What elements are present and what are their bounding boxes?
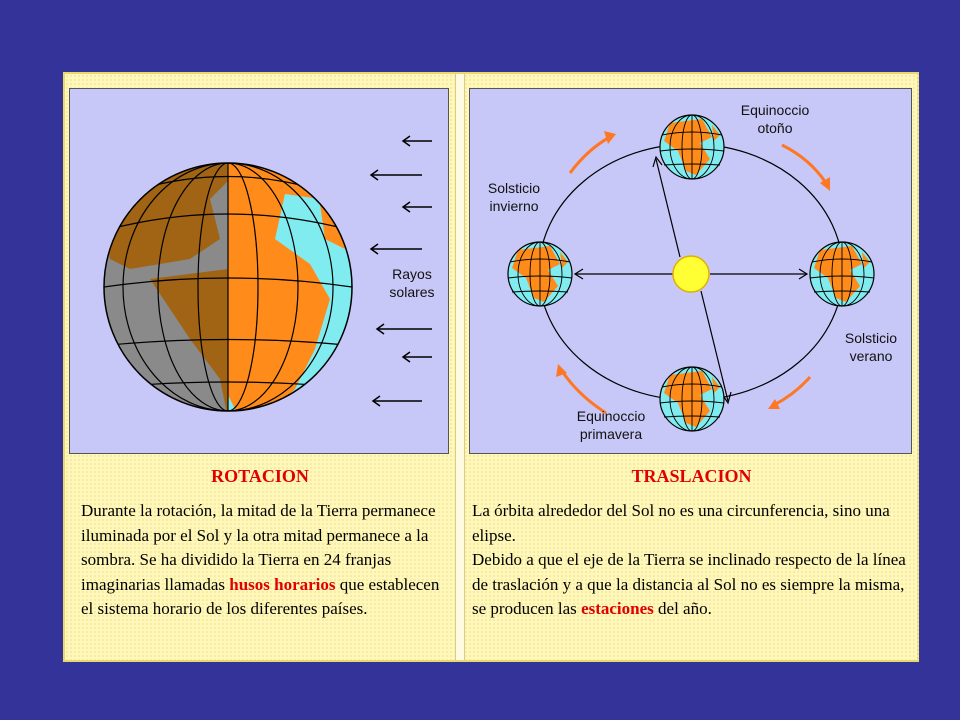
earth-summer: [810, 242, 874, 306]
translation-panel: [464, 74, 919, 660]
label-equinoccio-otono: Equinoccio otoño: [740, 102, 810, 136]
orbit-diagram: [470, 89, 912, 454]
earth-spring: [660, 367, 724, 431]
sun: [673, 256, 709, 292]
translation-illustration: [469, 88, 912, 454]
rotation-panel: [65, 74, 455, 660]
label-solsticio-verano: Solsticio verano: [844, 330, 898, 364]
rotation-title: ROTACION: [211, 466, 309, 486]
rotation-illustration: [69, 88, 449, 454]
label-solsticio-invierno: Solsticio invierno: [487, 180, 541, 214]
content-frame: [63, 72, 919, 662]
rotation-text: Durante la rotación, la mitad de la Tierra permanece iluminada por el Sol y la otra mitad permanece a la sombra. Se ha dividido la Tierra en 24 franjas imaginarias llamadas husos horarios que establecen el sistema horario de los diferentes países.: [81, 501, 440, 618]
earth-autumn: [660, 115, 724, 179]
rays-label: Rayos solares: [389, 266, 435, 300]
earth-winter: [508, 242, 572, 306]
translation-text: La órbita alrededor del Sol no es una circunferencia, sino una elipse. Debido a que el eje de la Tierra se inclinado respecto de la línea de traslación y a que la distancia al Sol no es siempre la misma, se producen las estaciones del año.: [472, 501, 906, 618]
label-equinoccio-primavera: Equinoccio primavera: [576, 408, 646, 442]
translation-title: TRASLACION: [631, 466, 752, 486]
estaciones-highlight: estaciones: [581, 599, 654, 618]
husos-horarios-highlight: husos horarios: [229, 574, 336, 594]
